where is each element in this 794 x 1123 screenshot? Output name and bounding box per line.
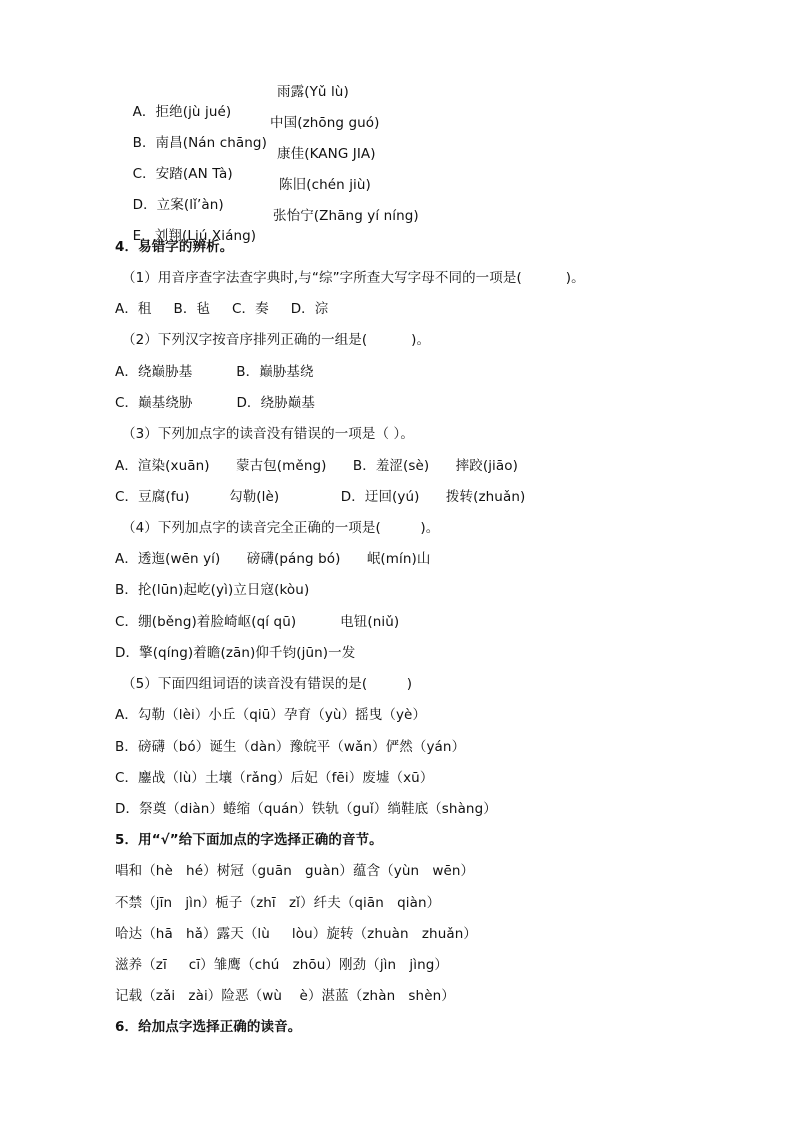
option-line: A．勾勒（lèi）小丘（qiū）孕育（yù）摇曳（yè） bbox=[115, 707, 427, 723]
option-text: 康佳(KANG JIA) bbox=[277, 146, 376, 162]
exercise-line: 唱和（hè hé）树冠（guān guàn）蕴含（yùn wēn） bbox=[115, 863, 475, 879]
option-line: B．抡(lūn)起屹(yì)立日寇(kòu) bbox=[115, 582, 310, 598]
question-text: （3）下列加点字的读音没有错误的一项是（ ）。 bbox=[122, 426, 414, 442]
option-line: A．租 B．毡 C．奏 D．淙 bbox=[115, 301, 329, 317]
exercise-line: 不禁（jīn jìn）栀子（zhī zǐ）纤夫（qiān qiàn） bbox=[115, 895, 441, 911]
option-line: C．绷(běng)着脸崎岖(qí qū) 电钮(niǔ) bbox=[115, 614, 400, 630]
option-text: 陈旧(chén jiù) bbox=[279, 177, 371, 193]
section-heading: 6．给加点字选择正确的读音。 bbox=[115, 1019, 302, 1035]
question-text: （1）用音序查字法查字典时,与“综”字所查大写字母不同的一项是( )。 bbox=[122, 270, 585, 286]
section-heading: 4．易错字的辨析。 bbox=[115, 239, 234, 255]
option-line bbox=[115, 113, 380, 151]
question-text: （2）下列汉字按音序排列正确的一组是( )。 bbox=[122, 332, 431, 348]
option-line: A．绕巅胁基 B．巅胁基绕 bbox=[115, 364, 314, 380]
option-line bbox=[115, 82, 349, 120]
option-line: C．豆腐(fu) 勾勒(lè) D．迂回(yú) 拨转(zhuǎn) bbox=[115, 489, 526, 505]
option-text: E．刘翔(Liú Xiáng) bbox=[132, 228, 257, 244]
option-line: B．磅礴（bó）诞生（dàn）豫皖平（wǎn）俨然（yán） bbox=[115, 739, 466, 755]
option-text: 中国(zhōng guó) bbox=[270, 115, 380, 131]
option-line: D．擎(qíng)着瞻(zān)仰千钧(jūn)一发 bbox=[115, 645, 356, 661]
option-text: B．南昌(Nán chāng) bbox=[132, 135, 267, 151]
option-line: A．渲染(xuān) 蒙古包(měng) B．羞涩(sè) 摔跤(jiāo) bbox=[115, 458, 519, 474]
option-text: C．安踏(AN Tà) bbox=[132, 166, 233, 182]
question-text: （4）下列加点字的读音完全正确的一项是( )。 bbox=[122, 520, 440, 536]
option-line: C．巅基绕胁 D．绕胁巅基 bbox=[115, 395, 315, 411]
option-line: A．透迤(wēn yí) 磅礴(páng bó) 岷(mín)山 bbox=[115, 551, 431, 567]
option-text: A．拒绝(jù jué) bbox=[132, 104, 232, 120]
section-heading: 5．用“√”给下面加点的字选择正确的音节。 bbox=[115, 832, 383, 848]
option-line: C．鏖战（lù）土壤（rǎng）后妃（fēi）废墟（xū） bbox=[115, 770, 434, 786]
option-line: D．祭奠（diàn）蜷缩（quán）铁轨（guǐ）绱鞋底（shàng） bbox=[115, 801, 497, 817]
option-line bbox=[115, 175, 371, 213]
option-line bbox=[115, 144, 376, 182]
option-text: D．立案(lǐ’àn) bbox=[132, 197, 224, 213]
question-text: （5）下面四组词语的读音没有错误的是( ) bbox=[122, 676, 413, 692]
option-line bbox=[115, 206, 419, 244]
option-text: 雨露(Yǔ lù) bbox=[277, 84, 349, 100]
exercise-line: 滋养（zī cī）雏鹰（chú zhōu）刚劲（jìn jìng） bbox=[115, 957, 448, 973]
exercise-line: 记载（zǎi zài）险恶（wù è）湛蓝（zhàn shèn） bbox=[115, 988, 455, 1004]
exercise-line: 哈达（hā hǎ）露天（lù lòu）旋转（zhuàn zhuǎn） bbox=[115, 926, 477, 942]
option-text: 张怡宁(Zhāng yí níng) bbox=[273, 208, 419, 224]
